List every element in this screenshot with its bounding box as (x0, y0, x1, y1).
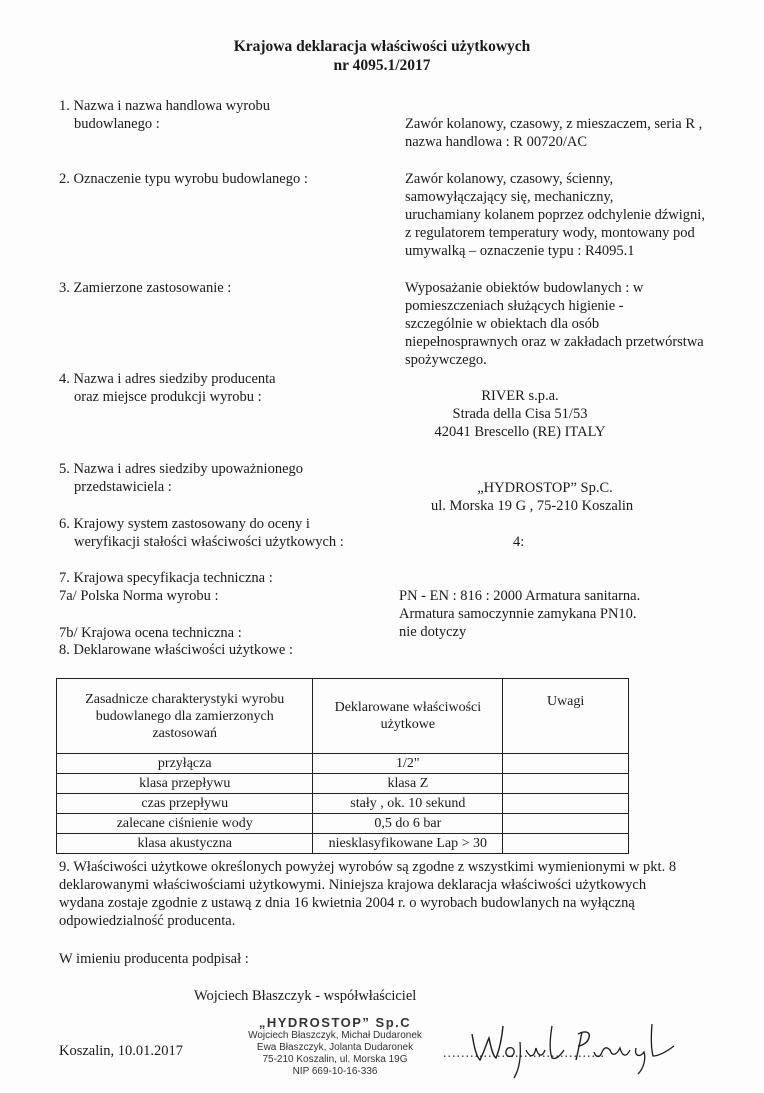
representative-address: ul. Morska 19 G , 75-210 Koszalin (431, 498, 634, 514)
item-2-value-line-2: samowyłączający się, mechaniczny, (405, 189, 614, 205)
signature-line: .................................... (443, 1046, 605, 1061)
producer-city: 42041 Brescello (RE) ITALY (434, 424, 606, 440)
item-2-value-line-1: Zawór kolanowy, czasowy, ścienny, (405, 171, 614, 187)
table-cell-value: niesklasyfikowane Lap > 30 (313, 834, 503, 854)
stamp-nip: NIP 669-10-16-336 (292, 1066, 378, 1077)
table-cell-remarks (503, 794, 629, 814)
stamp-company-name: „HYDROSTOP” Sp.C (258, 1015, 412, 1030)
table-row (57, 814, 629, 834)
item-7a-label: 7a/ Polska Norma wyrobu : (59, 588, 219, 604)
item-1-value-line-1: Zawór kolanowy, czasowy, z mieszaczem, seria R , (405, 116, 703, 132)
table-cell-remarks (503, 814, 629, 834)
item-5-label-line-2: przedstawiciela : (74, 479, 172, 495)
item-2-value-line-4: z regulatorem temperatury wody, montowany pod (405, 225, 695, 241)
place-and-date: Koszalin, 10.01.2017 (59, 1043, 184, 1059)
declaration-line-4: odpowiedzialność producenta. (59, 913, 236, 929)
signer-name: Wojciech Błaszczyk - współwłaściciel (194, 988, 417, 1004)
table-cell-value: 0,5 do 6 bar (313, 814, 503, 834)
document-number: nr 4095.1/2017 (333, 57, 431, 74)
table-cell-remarks (503, 834, 629, 854)
item-8-label: 8. Deklarowane właściwości użytkowe : (59, 642, 293, 658)
table-header-declared-properties: Deklarowane właściwości użytkowe (313, 679, 503, 754)
producer-name: RIVER s.p.a. (481, 388, 559, 404)
item-2-value-line-5: umywalką – oznaczenie typu : R4095.1 (405, 243, 635, 259)
item-4-label-line-1: 4. Nazwa i adres siedziby producenta (59, 371, 276, 387)
item-6-label-line-1: 6. Krajowy system zastosowany do oceny i (59, 516, 310, 532)
item-3-value-line-5: spożywczego. (405, 352, 487, 368)
table-cell-characteristic: przyłącza (57, 754, 313, 774)
table-header-remarks: Uwagi (503, 679, 629, 754)
item-7-label: 7. Krajowa specyfikacja techniczna : (59, 570, 273, 586)
table-cell-characteristic: zalecane ciśnienie wody (57, 814, 313, 834)
item-6-label-line-2: weryfikacji stałości właściwości użytkowych : (74, 534, 344, 550)
table-cell-remarks (503, 754, 629, 774)
table-row (57, 754, 629, 774)
item-1-label-line-2: budowlanego : (74, 116, 160, 132)
table-header-row (57, 679, 629, 754)
item-1-value-line-2: nazwa handlowa : R 00720/AC (405, 134, 588, 150)
table-cell-value: klasa Z (313, 774, 503, 794)
producer-street: Strada della Cisa 51/53 (452, 406, 588, 422)
item-7a-value-line-1: PN - EN : 816 : 2000 Armatura sanitarna. (399, 588, 641, 604)
table-row (57, 774, 629, 794)
item-3-value-line-3: szczególnie w obiektach dla osób (405, 316, 600, 332)
item-3-value-line-4: niepełnosprawnych oraz w zakładach przetwórstwa (405, 334, 704, 350)
assessment-system-value: 4: (513, 534, 525, 550)
document-title: Krajowa deklaracja właściwości użytkowych (233, 38, 531, 55)
table-cell-remarks (503, 774, 629, 794)
item-3-label: 3. Zamierzone zastosowanie : (59, 280, 232, 296)
declaration-line-3: wydana zostaje zgodnie z ustawą z dnia 16 kwietnia 2004 r. o wyrobach budowlanych na wyłączną (59, 895, 635, 911)
declared-properties-table (56, 678, 629, 854)
stamp-owners-line-1: Wojciech Błaszczyk, Michał Dudaronek (248, 1030, 422, 1041)
declaration-line-1: 9. Właściwości użytkowe określonych powyżej wyrobów są zgodne z wszystkimi wymienionymi w pkt. 8 (59, 859, 677, 875)
stamp-address: 75-210 Koszalin, ul. Morska 19G (262, 1054, 408, 1065)
item-3-value-line-1: Wyposażanie obiektów budowlanych : w (405, 280, 644, 296)
item-4-label-line-2: oraz miejsce produkcji wyrobu : (74, 389, 262, 405)
signed-on-behalf-label: W imieniu producenta podpisał : (59, 951, 249, 967)
item-3-value-line-2: pomieszczeniach służących higienie - (405, 298, 624, 314)
representative-name: „HYDROSTOP” Sp.C. (477, 480, 613, 496)
item-7a-value-line-2: Armatura samoczynnie zamykana PN10. (399, 606, 637, 622)
item-2-value-line-3: uruchamiany kolanem poprzez odchylenie dźwigni, (405, 207, 705, 223)
declaration-line-2: deklarowanymi właściwościami użytkowymi. Niniejsza krajowa deklaracja właściwości użytkowych (59, 877, 647, 893)
table-cell-value: 1/2" (313, 754, 503, 774)
table-header-characteristics: Zasadnicze charakterystyki wyrobu budowlanego dla zamierzonych zastosowań (57, 679, 313, 754)
item-7b-value: nie dotyczy (399, 624, 467, 640)
item-7b-label: 7b/ Krajowa ocena techniczna : (59, 625, 242, 641)
table-cell-characteristic: klasa przepływu (57, 774, 313, 794)
table-row (57, 834, 629, 854)
handwritten-signature (460, 1012, 690, 1084)
table-cell-characteristic: czas przepływu (57, 794, 313, 814)
table-row (57, 794, 629, 814)
stamp-owners-line-2: Ewa Błaszczyk, Jolanta Dudaronek (256, 1042, 414, 1053)
item-2-label: 2. Oznaczenie typu wyrobu budowlanego : (59, 171, 308, 187)
item-1-label-line-1: 1. Nazwa i nazwa handlowa wyrobu (59, 98, 270, 114)
item-5-label-line-1: 5. Nazwa i adres siedziby upoważnionego (59, 461, 304, 477)
table-cell-characteristic: klasa akustyczna (57, 834, 313, 854)
company-stamp (242, 1015, 428, 1078)
table-cell-value: stały , ok. 10 sekund (313, 794, 503, 814)
